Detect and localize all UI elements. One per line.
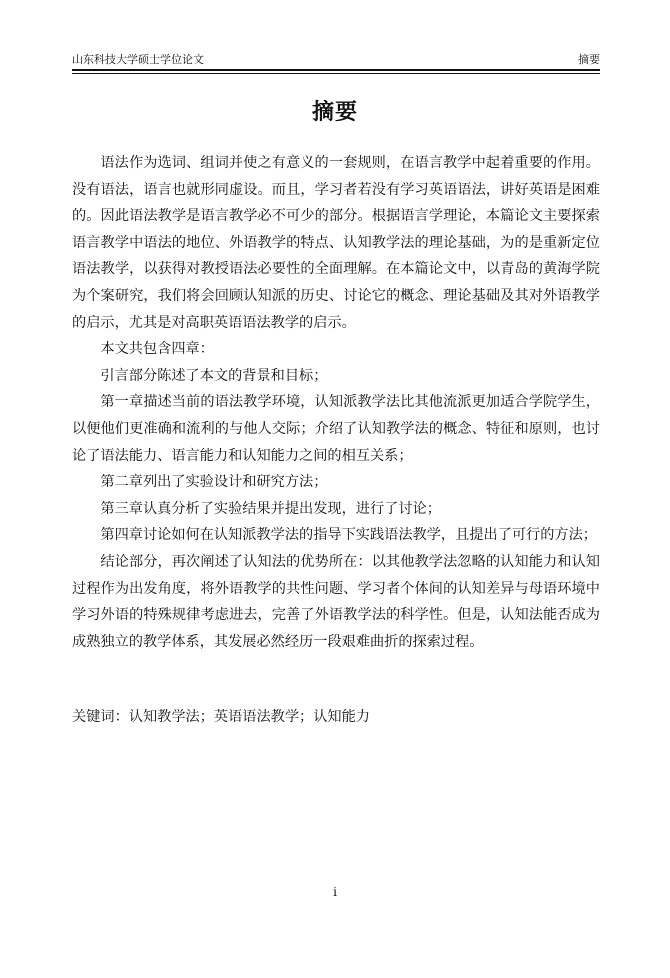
paragraph-overview: 本文共包含四章：: [100, 341, 214, 358]
paragraph-chapter-4: 第四章讨论如何在认知派教学法的指导下实践语法教学，且提出了可行的方法；: [100, 527, 597, 544]
paragraph-conclusion: 结论部分，再次阐述了认知法的优势所在：以其他教学法忽略的认知能力和认知过程作为出发角度，将外语教学的共性问题、学习者个体间的认知差异与母语环境中学习外语的特殊规律考虑进去，完善了外语教学法的科学性。但是，认知法能否成为成熟独立的教学体系，其发展必然经历一段艰难曲折的探索过程。: [72, 553, 600, 650]
paragraph-chapter-3: 第三章认真分析了实验结果并提出发现，进行了讨论；: [100, 500, 441, 517]
running-header: [72, 52, 600, 68]
page-title: 摘要: [311, 100, 358, 125]
header-rule-thick: [72, 69, 600, 71]
header-thesis-title: 山东科技大学硕士学位论文: [72, 53, 204, 66]
paragraph-intro: 语法作为选词、组词并使之有意义的一套规则，在语言教学中起着重要的作用。没有语法，语言也就形同虚设。而且，学习者若没有学习英语语法，讲好英语是困难的。因此语法教学是语言教学必不可少的部分。根据语言学理论，本篇论文主要探索语言教学中语法的地位、外语教学的特点、认知教学法的理论基础，为的是重新定位语法教学，以获得对教授语法必要性的全面理解。在本篇论文中，以青岛的黄海学院为个案研究，我们将会回顾认知派的历史、讨论它的概念、理论基础及其对外语教学的启示，尤其是对高职英语语法教学的启示。: [72, 155, 600, 331]
abstract-body: [72, 150, 600, 655]
header-section-name: 摘要: [578, 53, 600, 66]
paragraph-chapter-2: 第二章列出了实验设计和研究方法；: [100, 474, 328, 491]
keywords-line: 关键词：认知教学法；英语语法教学；认知能力: [72, 709, 370, 725]
paragraph-chapter-1: 第一章描述当前的语法教学环境，认知派教学法比其他流派更加适合学院学生，以便他们更准确和流利的与他人交际；介绍了认知教学法的概念、特征和原则，也讨论了语法能力、语言能力和认知能力之间的相互关系；: [72, 394, 600, 464]
paragraph-introduction-part: 引言部分陈述了本文的背景和目标；: [100, 367, 328, 384]
page-number: i: [333, 885, 337, 899]
header-rule-thin: [72, 73, 600, 74]
